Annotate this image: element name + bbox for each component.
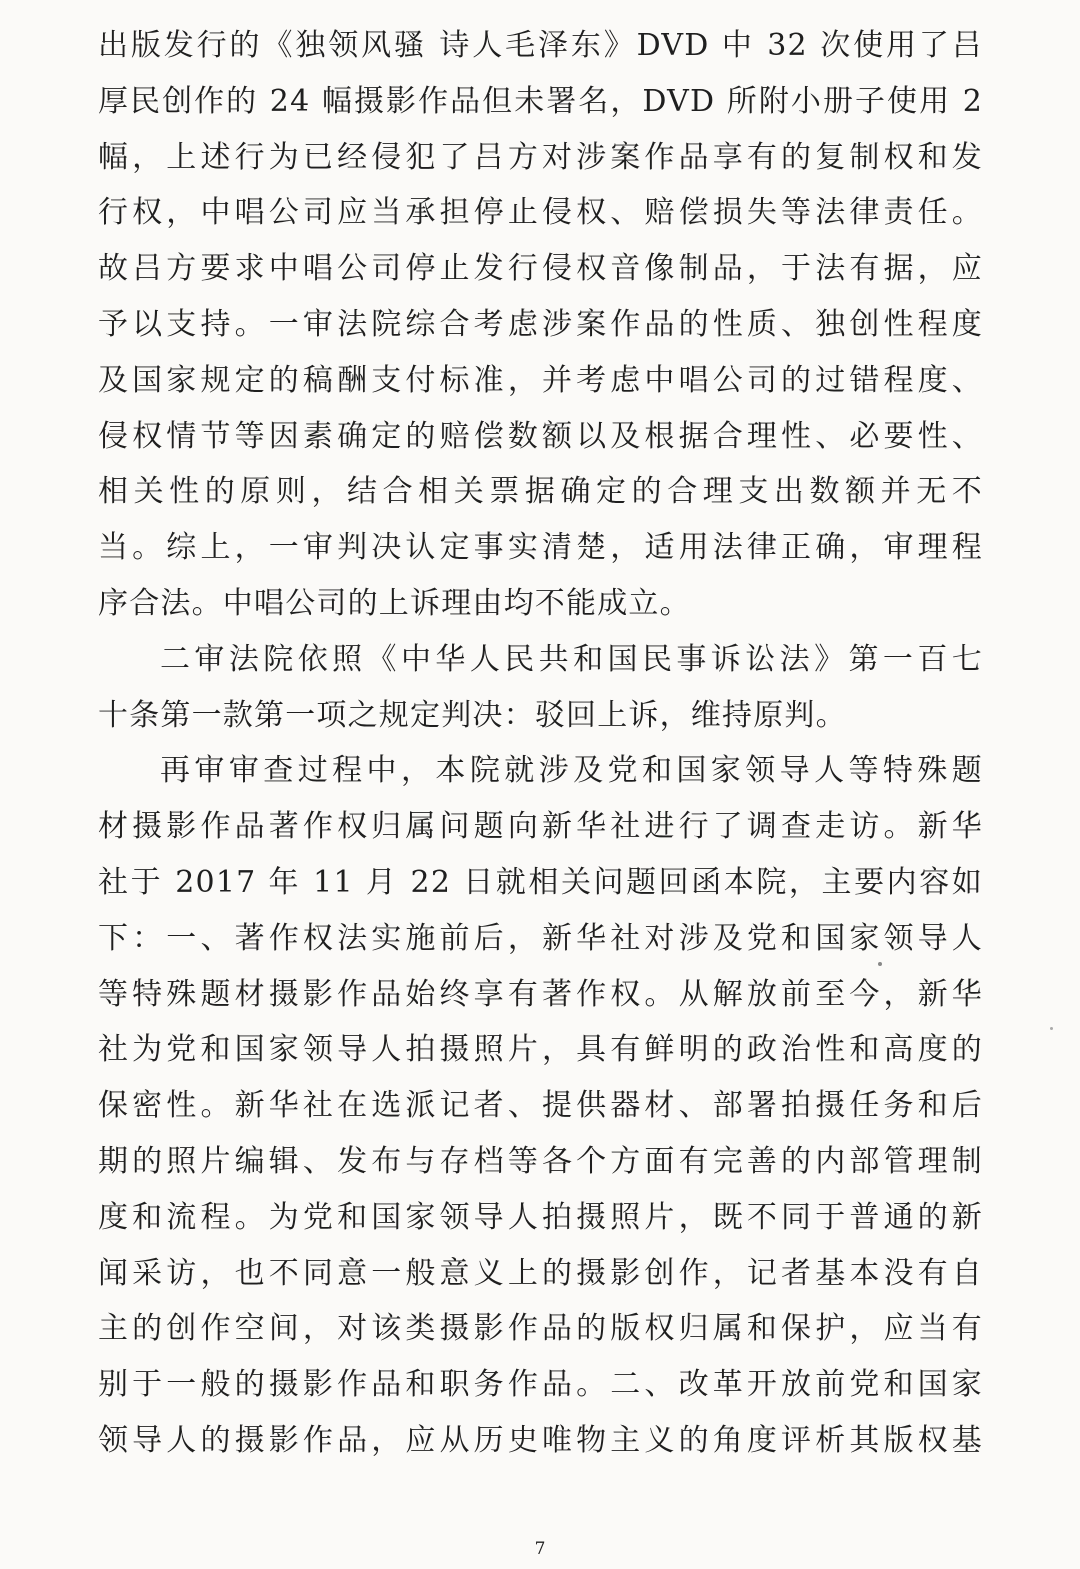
text-line: 当。综上，一审判决认定事实清楚，适用法律正确，审理程	[98, 530, 983, 566]
text-line: 保密性。新华社在选派记者、提供器材、部署拍摄任务和后	[98, 1088, 983, 1124]
text-line: 再审审查过程中，本院就涉及党和国家领导人等特殊题	[160, 753, 983, 789]
text-line: 别于一般的摄影作品和职务作品。二、改革开放前党和国家	[98, 1367, 983, 1403]
text-line: 予以支持。一审法院综合考虑涉案作品的性质、独创性程度	[98, 306, 983, 342]
text-line: 等特殊题材摄影作品始终享有著作权。从解放前至今，新华	[98, 976, 983, 1012]
page-number: 7	[534, 1539, 546, 1559]
text-line: 行权，中唱公司应当承担停止侵权、赔偿损失等法律责任。	[98, 195, 983, 231]
text-line: 及国家规定的稿酬支付标准，并考虑中唱公司的过错程度、	[98, 362, 983, 398]
text-line: 材摄影作品著作权归属问题向新华社进行了调查走访。新华	[98, 809, 983, 845]
text-line: 出版发行的《独领风骚 诗人毛泽东》DVD 中 32 次使用了吕	[98, 28, 983, 63]
text-line: 领导人的摄影作品，应从历史唯物主义的角度评析其版权基	[98, 1422, 983, 1458]
scan-speck	[1050, 1027, 1053, 1030]
text-line: 厚民创作的 24 幅摄影作品但未署名，DVD 所附小册子使用 2	[98, 83, 983, 119]
text-line: 下：一、著作权法实施前后，新华社对涉及党和国家领导人	[98, 920, 983, 956]
text-line: 侵权情节等因素确定的赔偿数额以及根据合理性、必要性、	[98, 418, 983, 454]
text-line: 序合法。中唱公司的上诉理由均不能成立。	[98, 585, 691, 621]
scan-speck	[878, 962, 882, 966]
text-line: 度和流程。为党和国家领导人拍摄照片，既不同于普通的新	[98, 1199, 983, 1235]
text-line: 二审法院依照《中华人民共和国民事诉讼法》第一百七	[160, 641, 983, 677]
text-line: 故吕方要求中唱公司停止发行侵权音像制品，于法有据，应	[98, 251, 983, 287]
text-line: 社为党和国家领导人拍摄照片，具有鲜明的政治性和高度的	[98, 1032, 983, 1068]
text-line: 期的照片编辑、发布与存档等各个方面有完善的内部管理制	[98, 1143, 983, 1179]
text-line: 相关性的原则，结合相关票据确定的合理支出数额并无不	[98, 474, 983, 510]
text-line: 幅，上述行为已经侵犯了吕方对涉案作品享有的复制权和发	[98, 139, 983, 175]
text-line: 闻采访，也不同意一般意义上的摄影创作，记者基本没有自	[98, 1255, 983, 1291]
text-line: 十条第一款第一项之规定判决：驳回上诉，维持原判。	[98, 697, 847, 733]
text-line: 社于 2017 年 11 月 22 日就相关问题回函本院，主要内容如	[98, 864, 983, 900]
body-text	[98, 18, 983, 1469]
text-line: 主的创作空间，对该类摄影作品的版权归属和保护，应当有	[98, 1311, 983, 1347]
